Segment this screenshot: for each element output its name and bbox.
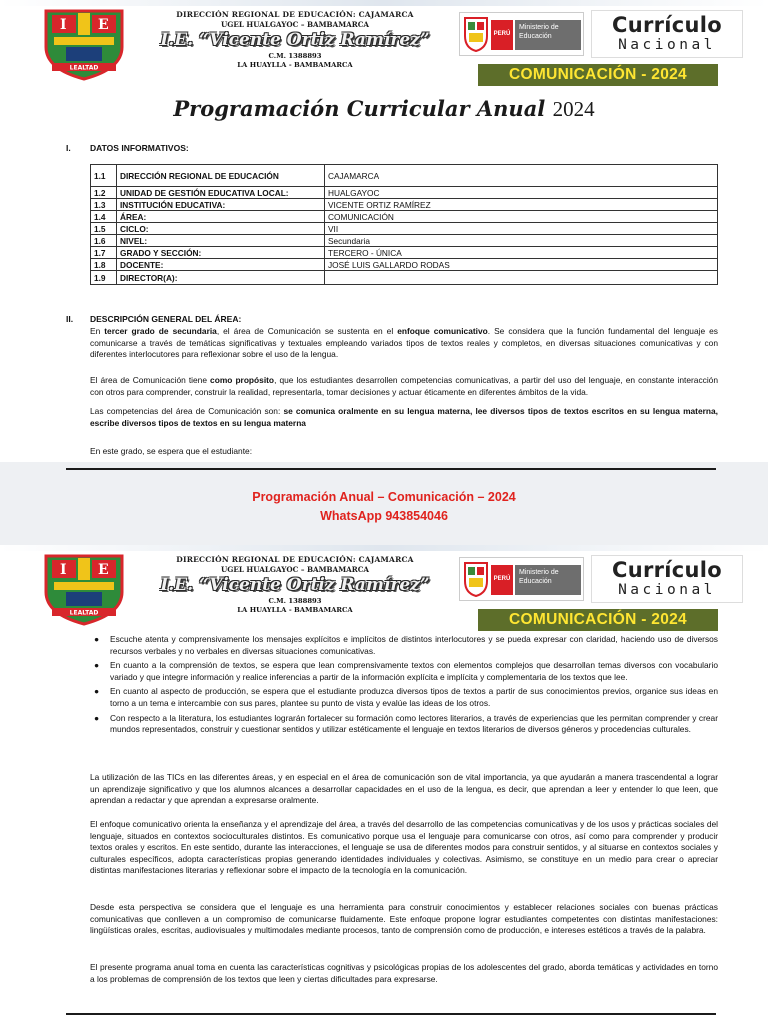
row-number: 1.1 xyxy=(91,165,117,187)
row-value: Secundaria xyxy=(325,235,718,247)
minedu-logo xyxy=(459,12,584,56)
row-label: DIRECCIÓN REGIONAL DE EDUCACIÓN xyxy=(117,165,325,187)
page-separator xyxy=(0,462,768,545)
row-value: TERCERO - ÚNICA xyxy=(325,247,718,259)
curriculo-logo xyxy=(591,555,743,603)
separator-title: Programación Anual – Comunicación – 2024 xyxy=(252,490,516,504)
row-label: INSTITUCIÓN EDUCATIVA: xyxy=(117,199,325,211)
minedu-country: PERÚ xyxy=(491,565,513,595)
header-ugel: UGEL HUALGAYOC – BAMBAMARCA xyxy=(220,565,370,574)
svg-text:I: I xyxy=(60,17,67,33)
separator-contact: WhatsApp 943854046 xyxy=(320,509,448,523)
school-info xyxy=(150,10,440,69)
area-banner: COMUNICACIÓN - 2024 xyxy=(478,64,718,86)
nacional-word: Nacional xyxy=(618,37,716,53)
header-ugel: UGEL HUALGAYOC – BAMBAMARCA xyxy=(220,20,370,29)
table-row xyxy=(91,165,718,187)
paragraph-perspectiva: Desde esta perspectiva se considera que el lenguaje es una herramienta para construir conocimientos y establecer relaciones sociales con buenas prácticas comunicativas que conlleven a un compromiso de comunicarse fluidamente. Este enfoque propone lograr estudiantes competentes con distintas manifestaciones: lingüísticas orales, escritas, audiovisuales y multimodales mediante procesos, tanto de comprensión como de producción, e intereses estéticos a través de la palabra. xyxy=(90,902,718,935)
row-number: 1.5 xyxy=(91,223,117,235)
paragraph-2: El área de Comunicación tiene como propósito, que los estudiantes desarrollen competencias comunicativas, a partir del uso del lenguaje, en constante interacción con otros para comprender, construir la realidad, representarla, tomar decisiones y actuar éticamente en diferentes ámbitos de la vida. xyxy=(90,375,718,397)
page-title xyxy=(0,96,768,122)
school-location: LA HUAYLLA - BAMBAMARCA xyxy=(237,61,353,69)
school-logo xyxy=(40,552,128,626)
list-item xyxy=(90,686,718,709)
logo-band-text: LEALTAD xyxy=(69,64,99,72)
document-page-2 xyxy=(0,545,768,1024)
title-year: 2024 xyxy=(552,97,595,121)
table-row xyxy=(91,271,718,285)
paragraph-programa: El presente programa anual toma en cuenta las características cognitivas y psicológicas propias de los adolescentes del grado, aborda temáticas y actividades en torno a los problemas de comprensión de los textos que leen y ciertas dificultades para expresarse. xyxy=(90,962,718,984)
header-region: DIRECCIÓN REGIONAL DE EDUCACIÓN: CAJAMARCA xyxy=(176,10,414,19)
title-script: Programación Curricular Anual xyxy=(173,96,546,121)
separator-rule xyxy=(66,468,716,470)
table-row xyxy=(91,199,718,211)
list-item xyxy=(90,660,718,683)
datos-table xyxy=(90,164,718,285)
table-row xyxy=(91,223,718,235)
row-value: COMUNICACIÓN xyxy=(325,211,718,223)
nacional-word: Nacional xyxy=(618,582,716,598)
row-number: 1.6 xyxy=(91,235,117,247)
logo-band-text: LEALTAD xyxy=(69,609,99,617)
minedu-name: Ministerio de Educación xyxy=(515,20,581,50)
list-item xyxy=(90,634,718,657)
list-item xyxy=(90,713,718,736)
paragraph-4: En este grado, se espera que el estudiante: xyxy=(90,446,253,456)
footer-rule xyxy=(66,1013,716,1015)
bullet-icon: ● xyxy=(94,686,100,697)
row-number: 1.9 xyxy=(91,271,117,285)
paragraph-3: Las competencias del área de Comunicación son: se comunica oralmente en su lengua materna, lee diversos tipos de textos escritos en su lengua materna, escribe diversos tipos de textos en su lengua materna xyxy=(90,406,718,428)
paragraph-1: En tercer grado de secundaria, el área de Comunicación se sustenta en el enfoque comunicativo. Se considera que la función fundamental del lenguaje es comunicarse a través de temáticas significativas y textuales empleando variados tipos de textos reales y completos, en diversas situaciones comunicativas y con diferentes interlocutores para reflexionar sobre el uso de la lengua. xyxy=(90,326,718,359)
table-row xyxy=(91,235,718,247)
header-band xyxy=(0,545,768,551)
header-band xyxy=(0,0,768,6)
row-number: 1.4 xyxy=(91,211,117,223)
school-name: I.E. “Vicente Ortiz Ramírez” xyxy=(160,575,430,595)
school-name: I.E. “Vicente Ortiz Ramírez” xyxy=(160,30,430,50)
row-label: DIRECTOR(A): xyxy=(117,271,325,285)
row-number: 1.7 xyxy=(91,247,117,259)
row-number: 1.2 xyxy=(91,187,117,199)
row-value: CAJAMARCA xyxy=(325,165,718,187)
paragraph-enfoque: El enfoque comunicativo orienta la enseñanza y el aprendizaje del área, a través del desarrollo de las competencias comunicativas y de los usos y prácticas sociales del lenguaje, situados en contextos socioculturales distintos. Es comunicativo porque usa el lenguaje para comunicarse con otros, así como para comprender y producir textos orales y escritos. En este sentido, durante las interacciones, el lenguaje se usa de diferentes modos para construir sentidos, y al situarse en contextos sociales y culturales específicos, adopta características propias generando identidades individuales y colectivas. Asimismo, se constituye en un medio para crear o apreciar distintas manifestaciones literarias y reflexionar sobre el impacto de la tecnología en la comunicación. xyxy=(90,819,718,875)
page-header xyxy=(0,0,768,92)
expectations-list xyxy=(90,634,718,739)
section-1-number: I. xyxy=(66,143,71,153)
curriculo-word: Currículo xyxy=(612,13,722,37)
svg-text:I: I xyxy=(60,562,67,578)
school-info xyxy=(150,555,440,614)
row-value xyxy=(325,271,718,285)
row-value: HUALGAYOC xyxy=(325,187,718,199)
school-logo xyxy=(40,7,128,81)
row-label: GRADO Y SECCIÓN: xyxy=(117,247,325,259)
row-label: NIVEL: xyxy=(117,235,325,247)
list-item-text: En cuanto al aspecto de producción, se espera que el estudiante produzca diversos tipos de textos a partir de sus conocimientos previos, organice sus ideas en torno a un tema e intercambie con sus pares, plantee su punto de vista y evalúe las ideas de los otros. xyxy=(110,686,718,708)
row-value: JOSÉ LUIS GALLARDO RODAS xyxy=(325,259,718,271)
table-row xyxy=(91,187,718,199)
header-region: DIRECCIÓN REGIONAL DE EDUCACIÓN: CAJAMARCA xyxy=(176,555,414,564)
table-row xyxy=(91,259,718,271)
page-header xyxy=(0,545,768,637)
row-value: VICENTE ORTIZ RAMÍREZ xyxy=(325,199,718,211)
row-label: UNIDAD DE GESTIÓN EDUCATIVA LOCAL: xyxy=(117,187,325,199)
list-item-text: Escuche atenta y comprensivamente los mensajes explícitos e implícitos de distintos interlocutores y se pueda expresar con claridad, haciendo uso de diversos recursos verbales y no verbales en diversas situaciones comunicativas. xyxy=(110,634,718,656)
curriculo-word: Currículo xyxy=(612,558,722,582)
list-item-text: Con respecto a la literatura, los estudiantes lograrán fortalecer su formación como lectores literarios, a través de experiencias que les permitan comprender y crear mundos representados, construir y cuestionar sentidos y utilizar estéticamente el lenguaje en textos literarios de diversos géneros y procedencias culturales. xyxy=(110,712,718,735)
section-1-heading: DATOS INFORMATIVOS: xyxy=(90,143,189,153)
row-value: VII xyxy=(325,223,718,235)
minedu-name: Ministerio de Educación xyxy=(515,565,581,595)
bullet-icon: ● xyxy=(94,660,100,671)
section-2-heading: DESCRIPCIÓN GENERAL DEL ÁREA: xyxy=(90,314,242,324)
list-item-text: En cuanto a la comprensión de textos, se espera que lean comprensivamente textos con elementos complejos que desarrollan temas diversos con vocabulario variado y que integre información y realice inferencias a partir de la información explícita e implícita y complementaria de los textos que lee. xyxy=(110,660,718,682)
minedu-country: PERÚ xyxy=(491,20,513,50)
svg-text:E: E xyxy=(98,17,109,33)
table-row xyxy=(91,211,718,223)
school-location: LA HUAYLLA - BAMBAMARCA xyxy=(237,606,353,614)
row-label: CICLO: xyxy=(117,223,325,235)
row-label: DOCENTE: xyxy=(117,259,325,271)
bullet-icon: ● xyxy=(94,712,100,723)
row-number: 1.8 xyxy=(91,259,117,271)
peru-shield-icon xyxy=(463,561,489,597)
document-page-1 xyxy=(0,0,768,462)
area-banner: COMUNICACIÓN - 2024 xyxy=(478,609,718,631)
peru-shield-icon xyxy=(463,16,489,52)
minedu-logo xyxy=(459,557,584,601)
row-number: 1.3 xyxy=(91,199,117,211)
section-2-number: II. xyxy=(66,314,74,324)
school-code: C.M. 1388893 xyxy=(268,597,322,605)
svg-text:E: E xyxy=(98,562,109,578)
paragraph-tics: La utilización de las TICs en las diferentes áreas, y en especial en el área de comunicación son de vital importancia, ya que ayudarán a manera trascendental a lograr un aprendizaje significativo y que los alumnos alcances a desarrollar capacidades en el uso de la lengua, es decir, que aprendan a leer y entender lo que leen, que aprendan a redactar y que aprendan a expresarse oralmente. xyxy=(90,772,718,805)
bullet-icon: ● xyxy=(94,634,100,644)
school-code: C.M. 1388893 xyxy=(268,52,322,60)
curriculo-logo xyxy=(591,10,743,58)
table-row xyxy=(91,247,718,259)
row-label: ÁREA: xyxy=(117,211,325,223)
